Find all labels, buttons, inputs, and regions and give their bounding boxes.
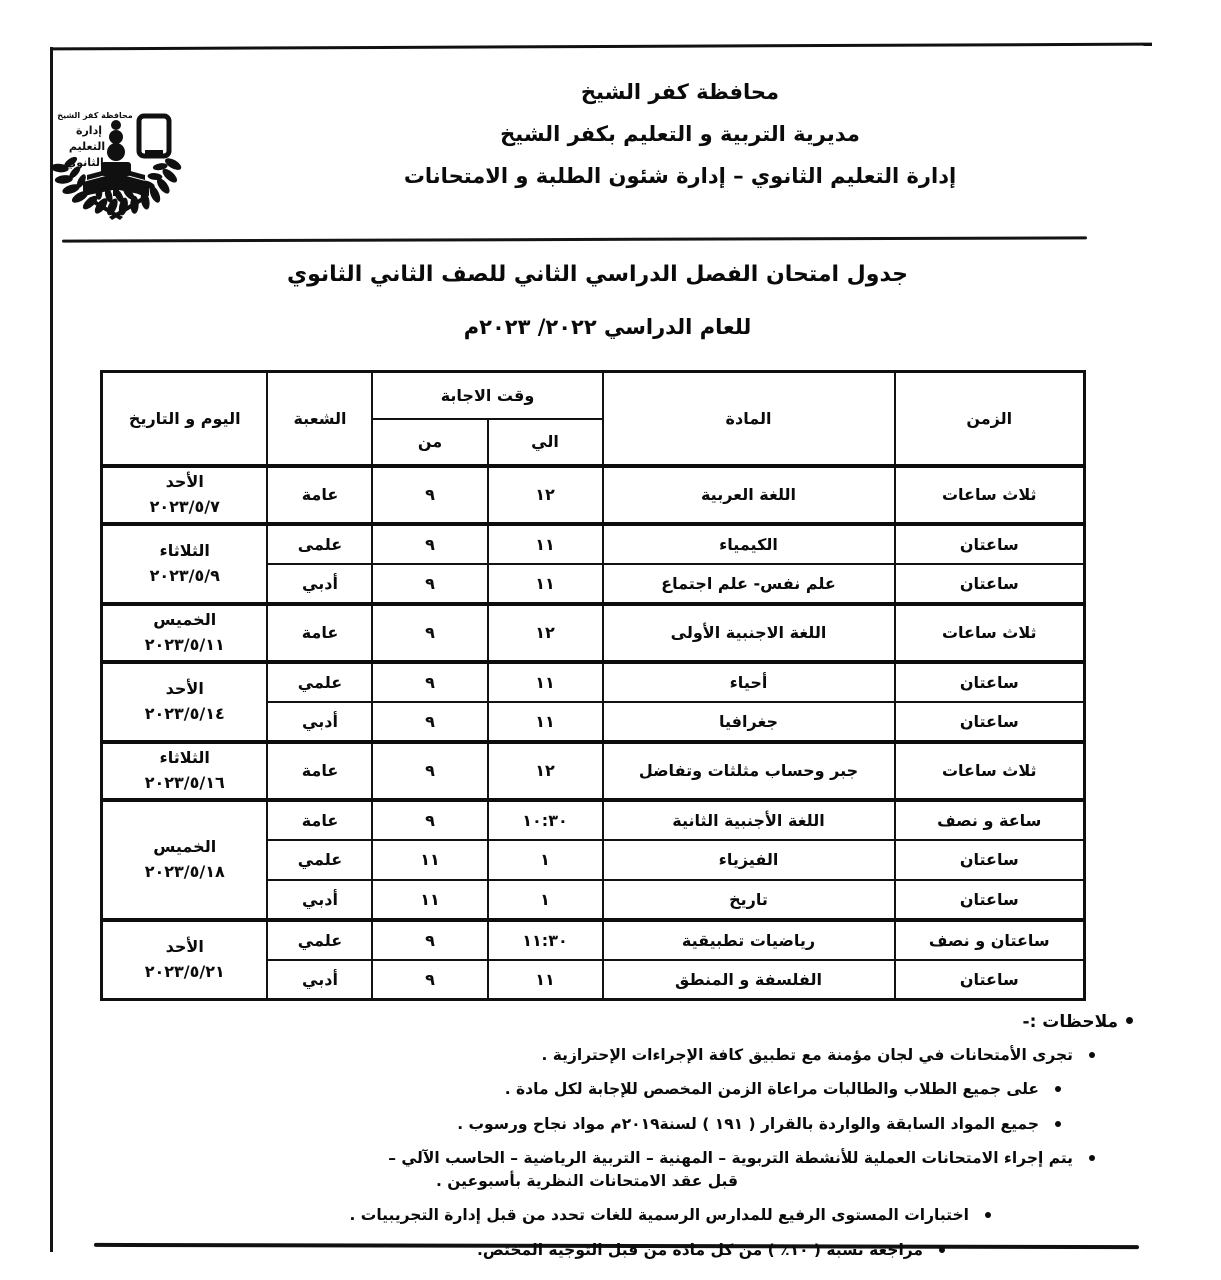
cell-subject: اللغة العربية [603,466,895,524]
table-row [101,466,1084,524]
cell-subject: اللغة الأجنبية الثانية [603,800,895,840]
cell-from: ٩ [372,604,487,662]
cell-duration: ساعتان [895,960,1085,1000]
cell-from: ٩ [372,742,487,800]
department-line: إدارة التعليم الثانوي – إدارة شئون الطلبة و الامتحانات [403,164,957,188]
svg-text:التعليم: التعليم [68,140,106,153]
notes-heading-text: ملاحظات :- [1022,1012,1118,1032]
page-border-left [50,47,53,1252]
schedule-table-container [103,370,1086,1001]
day-date: ٢٠٢٣/٥/١٤ [144,703,225,723]
cell-subject: اللغة الاجنبية الأولى [603,604,895,662]
day-name: الخميس [153,836,217,856]
table-row [101,800,1084,840]
cell-from: ٩ [372,564,487,604]
note-text: يتم إجراء الامتحانات العملية للأنشطة التربوية – المهنية – التربية الرياضية – الحاسب الآلي – [388,1148,1073,1167]
notes-section [121,1012,1141,1273]
cell-from: ٩ [372,960,487,1000]
cell-duration: ثلاث ساعات [895,466,1085,524]
cell-section: أدبي [267,960,372,1000]
cell-from: ٩ [372,702,487,742]
day-name: الثلاثاء [159,747,210,767]
cell-duration: ثلاث ساعات [895,604,1085,662]
cell-from: ٩ [372,800,487,840]
cell-from: ٩ [372,524,487,564]
cell-duration: ساعتان [895,880,1085,920]
cell-to: ١٢ [488,466,603,524]
cell-to: ١١ [488,662,603,702]
cell-subject: رياضيات تطبيقية [603,920,895,960]
col-header-to: الي [488,419,603,466]
col-header-from: من [372,419,487,466]
note-item [121,1044,1095,1067]
col-header-day-date: اليوم و التاريخ [101,372,267,466]
cell-to: ١١ [488,960,603,1000]
col-header-answer-time: وقت الاجابة [372,372,602,419]
note-text: تجرى الأمتحانات في لجان مؤمنة مع تطبيق كافة الإجراءات الإحترازية . [541,1046,1073,1064]
col-header-subject: المادة [603,372,895,466]
cell-section: أدبي [267,702,372,742]
academic-year: للعام الدراسي ٢٠٢٢/ ٢٠٢٣م [463,315,752,339]
cell-duration: ساعتان [895,524,1085,564]
cell-day-date [101,662,267,742]
col-header-duration: الزمن [895,372,1085,466]
cell-from: ٩ [372,466,487,524]
day-date: ٢٠٢٣/٥/٢١ [144,961,225,981]
cell-section: أدبي [267,880,372,920]
cell-section: علمي [267,920,372,960]
svg-text:محافظة كفر الشيخ: محافظة كفر الشيخ [57,111,133,120]
table-row [101,742,1084,800]
bullet-icon [1126,1017,1133,1024]
cell-from: ١١ [372,840,487,880]
day-name: الأحد [165,678,204,698]
header-text-block [215,80,1145,188]
table-head [101,372,1084,466]
note-text: مراجعة نسبة ( ١٠٪ ) من كل مادة من قبل التوجيه المختص. [476,1240,923,1259]
svg-text:إدارة: إدارة [75,124,103,137]
cell-duration: ساعتان [895,662,1085,702]
day-date: ٢٠٢٣/٥/١٨ [144,861,225,881]
cell-subject: الفيزياء [603,840,895,880]
cell-to: ١١ [488,564,603,604]
day-name: الأحد [165,936,204,956]
note-text-line2: قبل عقد الامتحانات النظرية بأسبوعين . [435,1172,739,1190]
cell-from: ٩ [372,920,487,960]
cell-to: ١٢ [488,742,603,800]
cell-section: عامة [267,742,372,800]
note-item [121,1113,1061,1136]
exam-schedule-table [100,370,1086,1001]
day-name: الثلاثاء [159,540,210,560]
title-block [0,262,1221,339]
cell-subject: الفلسفة و المنطق [603,960,895,1000]
note-item [121,1204,991,1227]
cell-subject: جبر وحساب مثلثات وتفاضل [603,742,895,800]
note-text: جميع المواد السابقة والواردة بالقرار ( ١٩١ ) لسنة٢٠١٩م مواد نجاح ورسوب . [457,1114,1039,1133]
cell-to: ١١ [488,524,603,564]
cell-to: ١١ [488,702,603,742]
day-date: ٢٠٢٣/٥/١٦ [144,772,225,792]
day-name: الأحد [165,471,204,491]
table-row [101,920,1084,960]
cell-from: ٩ [372,662,487,702]
cell-section: علمي [267,662,372,702]
cell-to: ١٠:٣٠ [488,800,603,840]
cell-subject: تاريخ [603,880,895,920]
day-name: الخميس [153,609,217,629]
cell-duration: ساعة و نصف [895,800,1085,840]
cell-subject: الكيمياء [603,524,895,564]
note-text: اختبارات المستوى الرفيع للمدارس الرسمية للغات تحدد من قبل إدارة التجريبيات . [349,1206,969,1225]
svg-text:الثانوي: الثانوي [66,156,104,169]
cell-subject: جغرافيا [603,702,895,742]
day-date: ٢٠٢٣/٥/١١ [144,634,225,654]
cell-duration: ثلاث ساعات [895,742,1085,800]
cell-section: علمى [267,524,372,564]
cell-day-date [101,604,267,662]
document-header [57,62,1145,237]
cell-to: ١١:٣٠ [488,920,603,960]
cell-duration: ساعتان [895,840,1085,880]
cell-from: ١١ [372,880,487,920]
page-title: جدول امتحان الفصل الدراسي الثاني للصف الثاني الثانوي [286,262,909,287]
header-row-top [101,372,1084,419]
cell-day-date [101,524,267,604]
cell-day-date [101,742,267,800]
cell-to: ١ [488,880,603,920]
table-row [101,524,1084,564]
table-body [101,466,1084,1000]
cell-duration: ساعتان [895,564,1085,604]
table-row [101,604,1084,662]
day-date: ٢٠٢٣/٥/٩ [149,565,220,585]
cell-section: علمي [267,840,372,880]
ministry-emblem-icon [25,78,207,226]
cell-day-date [101,920,267,1000]
cell-day-date [101,800,267,920]
notes-heading [121,1012,1133,1032]
cell-section: عامة [267,466,372,524]
cell-subject: علم نفس- علم اجتماع [603,564,895,604]
note-item [121,1239,945,1262]
cell-section: عامة [267,800,372,840]
cell-duration: ساعتان و نصف [895,920,1085,960]
table-row [101,662,1084,702]
page-border-top [52,43,1152,51]
note-text: على جميع الطلاب والطالبات مراعاة الزمن المخصص للإجابة لكل مادة . [504,1080,1039,1099]
note-item [121,1078,1061,1101]
notes-list [121,1044,1141,1262]
note-item [121,1147,1095,1194]
cell-to: ١ [488,840,603,880]
cell-section: عامة [267,604,372,662]
col-header-section: الشعبة [267,372,372,466]
cell-duration: ساعتان [895,702,1085,742]
cell-section: أدبي [267,564,372,604]
cell-to: ١٢ [488,604,603,662]
cell-day-date [101,466,267,524]
day-date: ٢٠٢٣/٥/٧ [149,496,220,516]
cell-subject: أحياء [603,662,895,702]
governorate-line: محافظة كفر الشيخ [580,80,780,104]
directorate-line: مديرية التربية و التعليم بكفر الشيخ [500,122,860,146]
